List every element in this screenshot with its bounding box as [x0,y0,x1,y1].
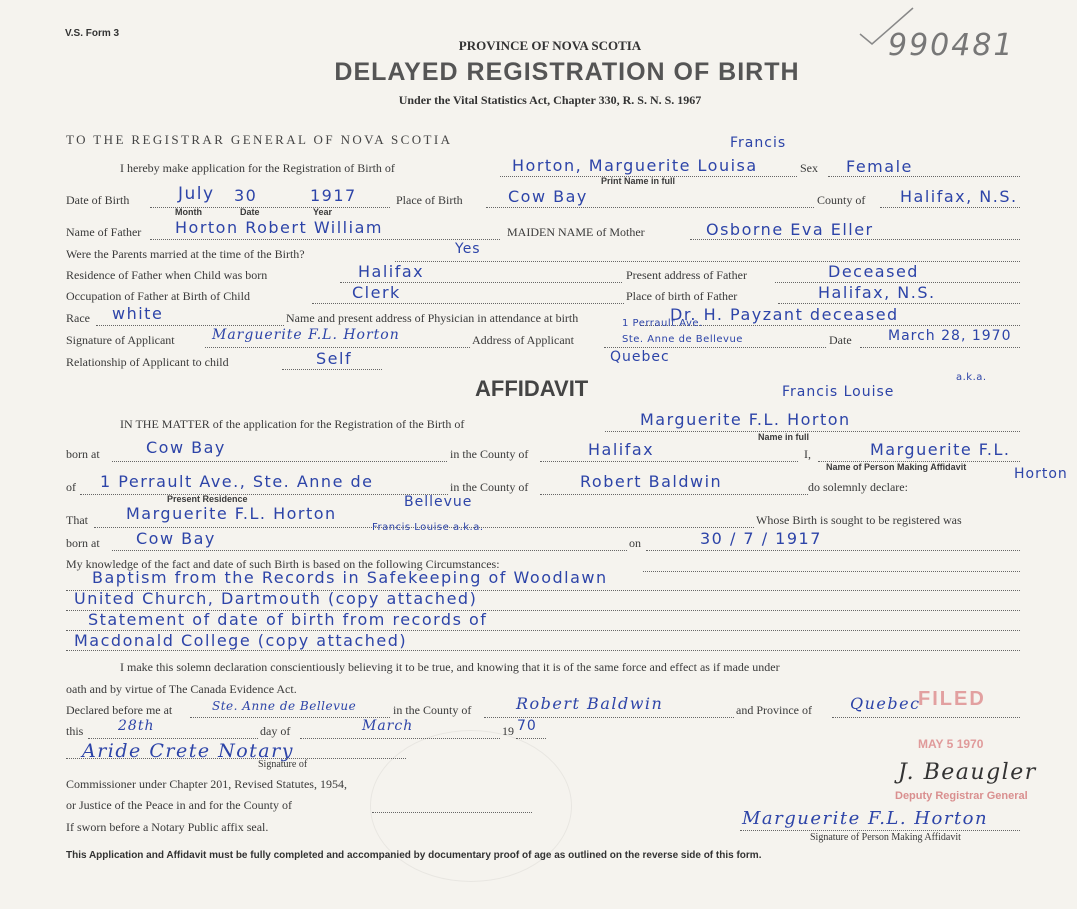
affidavit-aka-insert: a.k.a. [956,372,987,383]
application-intro-label: I hereby make application for the Registration of Birth of [120,161,395,175]
dotted-line [646,550,1020,551]
registrar-signature: J. Beaugler [898,760,1037,785]
matter-name-value: Marguerite F.L. Horton [640,410,851,429]
dotted-line [80,494,448,495]
pob-label: Place of Birth [396,193,463,207]
born2-value: Cow Bay [136,529,216,548]
physician-label: Name and present address of Physician in attendance at birth [286,311,579,325]
dotted-line [880,207,1020,208]
born-at-value: Cow Bay [146,438,226,457]
print-name-caption: Print Name in full [601,176,676,186]
dotted-line [540,461,798,462]
residence-affidavit-value: 1 Perrault Ave., Ste. Anne de [100,472,374,491]
dotted-line [395,261,1020,262]
residence-affidavit-value-2: Bellevue [404,494,473,510]
dob-year-value: 1917 [310,186,357,205]
mother-label: MAIDEN NAME of Mother [507,225,645,239]
day-of-label: day of [260,724,291,738]
solemn-declaration-1: I make this solemn declaration conscientiously believing it to be true, and knowing that it is of the same force and effect as if made under [120,660,780,674]
occupation-label: Occupation of Father at Birth of Child [66,289,250,303]
dob-label: Date of Birth [66,193,130,207]
solemn-declaration-2: oath and by virtue of The Canada Evidence Act. [66,682,297,696]
commissioner-line: Commissioner under Chapter 201, Revised Statutes, 1954, [66,777,347,791]
applicant-signature: Marguerite F.L. Horton [212,327,400,343]
mother-value: Osborne Eva Eller [706,220,874,239]
born-at-label: born at [66,447,100,461]
affiant-signature: Marguerite F.L. Horton [742,808,989,829]
on-label: on [629,536,641,550]
registration-number: 990481 [888,28,1015,63]
present-residence-caption: Present Residence [167,494,248,504]
date-label: Date [829,333,852,347]
father-label: Name of Father [66,225,142,239]
year-value: 70 [517,718,537,734]
address-value-3: Quebec [610,349,670,365]
relationship-label: Relationship of Applicant to child [66,355,229,369]
circumstance-line-4: Macdonald College (copy attached) [74,631,408,650]
month-caption: Month [175,207,202,217]
dotted-line [740,830,1020,831]
father-pob-label: Place of birth of Father [626,289,738,303]
child-name-value: Horton, Marguerite Louisa [512,156,758,175]
sex-label: Sex [800,161,818,175]
i-label: I, [804,447,811,461]
address-label: Address of Applicant [472,333,574,347]
affiant-name-value: Marguerite F.L. [870,440,1011,459]
residence-value: Halifax [358,262,425,281]
that-name-insert: Francis Louise a.k.a. [372,522,484,533]
dotted-line [66,650,1020,651]
affiant-name-value-2: Horton [1014,466,1068,482]
deputy-registrar-label: Deputy Registrar General [895,790,1028,802]
dotted-line [828,176,1020,177]
date-value: March 28, 1970 [888,328,1012,344]
dotted-line [88,738,258,739]
this-label: this [66,724,84,738]
present-address-value: Deceased [828,262,919,281]
race-value: white [112,304,164,323]
county3-label: in the County of [393,703,472,717]
year-caption: Year [313,207,333,217]
dotted-line [190,717,390,718]
residence-label: Residence of Father when Child was born [66,268,268,282]
dotted-line [66,758,406,759]
matter-label: IN THE MATTER of the application for the Registration of the Birth of [120,417,465,431]
circumstance-line-1: Baptism from the Records in Safekeeping of Woodlawn [92,568,608,587]
dotted-line [112,550,627,551]
circumstance-line-3: Statement of date of birth from records of [88,610,488,629]
date-caption: Date [240,207,260,217]
dotted-line [604,347,826,348]
county-value: Halifax, N.S. [900,187,1018,206]
dotted-line [150,239,500,240]
dotted-line [643,571,1020,572]
pob-value: Cow Bay [508,187,588,206]
filed-stamp: FILED [918,688,986,710]
affiant-caption: Name of Person Making Affidavit [826,462,967,472]
dotted-line [112,461,447,462]
that-name-value: Marguerite F.L. Horton [126,504,337,523]
married-value: Yes [455,241,481,257]
dotted-line [690,239,1020,240]
dotted-line [486,207,814,208]
and-province-label: and Province of [736,703,812,717]
dotted-line [832,717,1020,718]
dotted-line [778,303,1020,304]
footer-note: This Application and Affidavit must be fully completed and accompanied by documentary proof of age as outlined on the reverse side of this form. [66,850,762,861]
day-value: 28th [118,718,155,734]
county-value-affidavit: Halifax [588,440,655,459]
dob-month-value: July [178,184,215,204]
married-label: Were the Parents married at the time of the Birth? [66,247,305,261]
sex-value: Female [846,157,913,176]
affidavit-name-insert: Francis Louise [782,384,895,400]
dotted-line [205,347,470,348]
affiant-signature-caption: Signature of Person Making Affidavit [810,832,961,843]
form-subtitle: Under the Vital Statistics Act, Chapter 330, R. S. N. S. 1967 [398,93,702,107]
year-prefix: 19 [502,724,514,738]
relationship-value: Self [316,349,353,368]
address-value-1: 1 Perrault Ave. [622,318,703,329]
month-value: March [362,718,414,734]
knowledge-label: My knowledge of the fact and date of such Birth is based on the following Circumstances: [66,557,500,571]
occupation-value: Clerk [352,283,401,302]
notary-line: If sworn before a Notary Public affix seal. [66,820,269,834]
dotted-line [860,347,1020,348]
form-title: DELAYED REGISTRATION OF BIRTH [334,58,800,86]
dotted-line [282,369,382,370]
province-value: Quebec [850,694,921,713]
dotted-line [312,303,624,304]
of-label: of [66,480,76,494]
signature-label: Signature of Applicant [66,333,175,347]
justice-line: or Justice of the Peace in and for the County of [66,798,292,812]
commissioner-signature: Aride Crete Notary [82,740,294,762]
father-pob-value: Halifax, N.S. [818,283,936,302]
declared-before-label: Declared before me at [66,703,173,717]
form-number: V.S. Form 3 [65,28,120,39]
child-name-insert: Francis [730,135,787,151]
affidavit-heading: AFFIDAVIT [475,376,589,401]
declared-at-value: Ste. Anne de Bellevue [212,699,357,713]
county-label-affidavit: in the County of [450,447,529,461]
dob-day-value: 30 [234,186,258,205]
father-value: Horton Robert William [175,218,383,237]
filed-date-stamp: MAY 5 1970 [918,737,984,751]
declare-label: do solemnly declare: [808,480,908,494]
that-label: That [66,513,88,527]
address-value-2: Ste. Anne de Bellevue [622,334,743,345]
county3-value: Robert Baldwin [516,694,664,713]
dotted-line [605,431,1020,432]
province-heading: PROVINCE OF NOVA SCOTIA [458,38,642,53]
county2-label: in the County of [450,480,529,494]
circumstance-line-2: United Church, Dartmouth (copy attached) [74,589,478,608]
signature-of-caption: Signature of [258,759,308,770]
dotted-line [540,494,808,495]
on-date-value: 30 / 7 / 1917 [700,529,822,548]
name-in-full-caption: Name in full [758,432,810,442]
present-address-label: Present address of Father [626,268,747,282]
dotted-line [96,325,284,326]
county2-value: Robert Baldwin [580,472,723,491]
race-label: Race [66,311,90,325]
born2-label: born at [66,536,100,550]
whose-birth-label: Whose Birth is sought to be registered was [756,513,962,527]
physician-value: Dr. H. Payzant deceased [670,305,899,324]
county-label: County of [817,193,866,207]
addressee: TO THE REGISTRAR GENERAL OF NOVA SCOTIA [66,132,453,147]
